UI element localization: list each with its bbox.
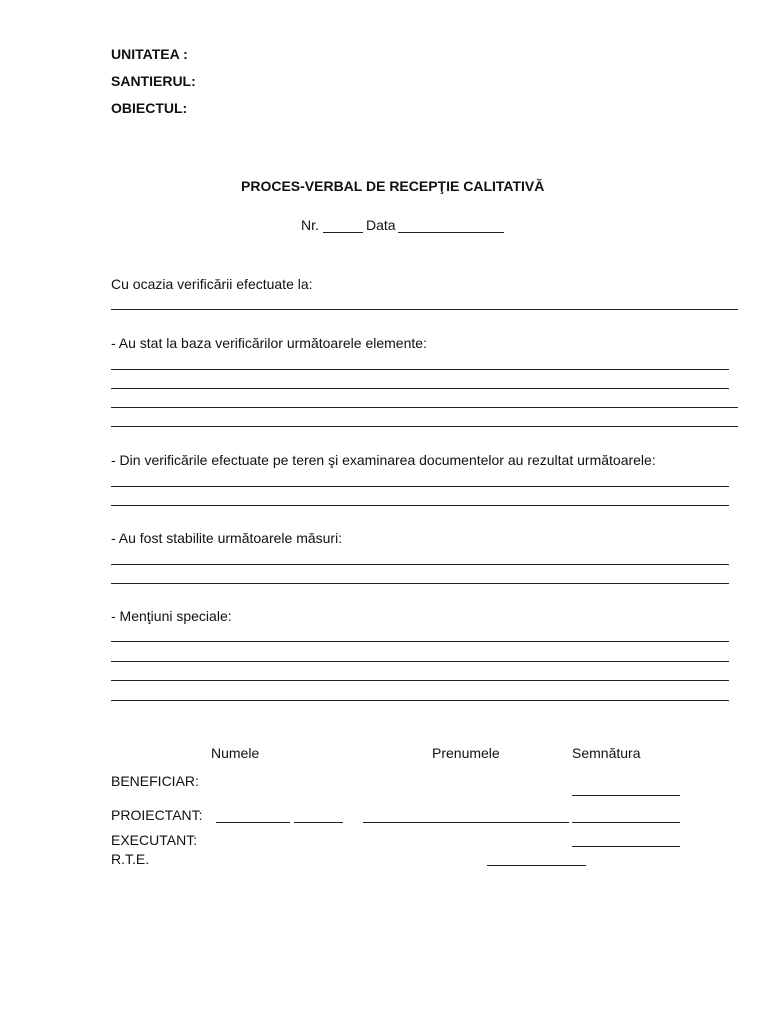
header-numele: Numele — [211, 745, 260, 761]
header-prenumele: Prenumele — [432, 745, 500, 761]
row-executant-label: EXECUTANT: — [111, 832, 198, 848]
section-masuri-label: - Au fost stabilite următoarele măsuri: — [111, 530, 343, 546]
executant-signature-line — [572, 846, 680, 847]
rte-signature-line — [487, 865, 586, 866]
santierul-label: SANTIERUL: — [111, 73, 196, 89]
mentiuni-line — [111, 641, 729, 642]
mentiuni-line — [111, 680, 729, 681]
obiectul-label: OBIECTUL: — [111, 100, 188, 116]
data-label: Data — [366, 217, 396, 233]
ocazia-line — [111, 309, 738, 310]
row-proiectant-label: PROIECTANT: — [111, 807, 203, 823]
unitatea-label: UNITATEA : — [111, 46, 188, 62]
baza-line — [111, 426, 738, 427]
mentiuni-line — [111, 661, 729, 662]
section-baza-label: - Au stat la baza verificărilor următoarele elemente: — [111, 335, 427, 351]
masuri-line — [111, 583, 729, 584]
section-rezultat-label: - Din verificările efectuate pe teren şi examinarea documentelor au rezultat următoarele: — [111, 452, 656, 468]
masuri-line — [111, 564, 729, 565]
proiectant-name-line — [294, 822, 343, 823]
data-blank — [398, 232, 504, 233]
document-title: PROCES-VERBAL DE RECEPŢIE CALITATIVĂ — [241, 178, 545, 194]
header-semnatura: Semnătura — [572, 745, 641, 761]
beneficiar-signature-line — [572, 795, 680, 796]
row-beneficiar-label: BENEFICIAR: — [111, 773, 199, 789]
section-mentiuni-label: - Menţiuni speciale: — [111, 608, 232, 624]
mentiuni-line — [111, 700, 729, 701]
rezultat-line — [111, 505, 729, 506]
nr-label: Nr. — [301, 217, 319, 233]
rezultat-line — [111, 486, 729, 487]
proiectant-prenume-line — [363, 822, 569, 823]
baza-line — [111, 388, 729, 389]
row-rte-label: R.T.E. — [111, 851, 150, 867]
proiectant-name-line — [216, 822, 290, 823]
baza-line — [111, 369, 729, 370]
section-ocazia-label: Cu ocazia verificării efectuate la: — [111, 276, 313, 292]
nr-blank — [323, 232, 363, 233]
proiectant-signature-line — [572, 822, 680, 823]
baza-line — [111, 407, 738, 408]
